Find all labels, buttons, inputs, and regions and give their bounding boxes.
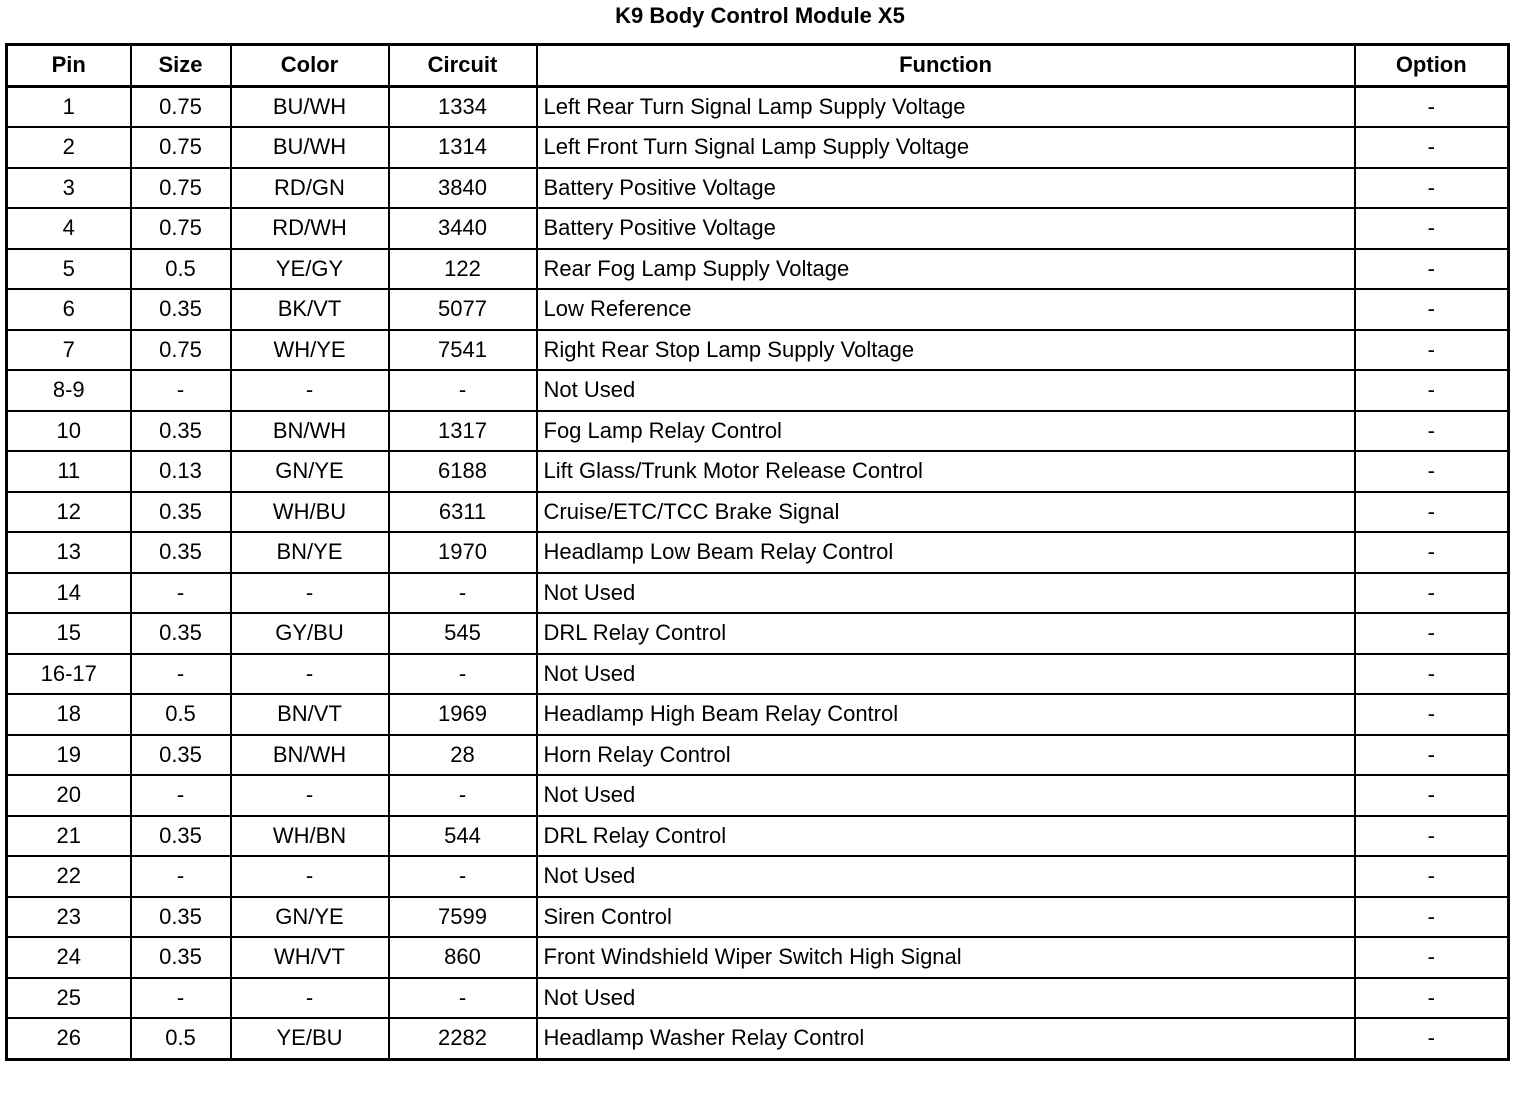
cell-option: - [1355, 937, 1509, 978]
cell-size: - [131, 370, 231, 411]
cell-color: YE/GY [231, 249, 389, 290]
cell-color: RD/GN [231, 168, 389, 209]
cell-color: BU/WH [231, 86, 389, 127]
table-row [7, 492, 1509, 533]
table-row [7, 249, 1509, 290]
cell-size: 0.5 [131, 249, 231, 290]
cell-size: - [131, 856, 231, 897]
cell-option: - [1355, 532, 1509, 573]
header-function: Function [537, 45, 1355, 87]
table-row [7, 1018, 1509, 1059]
connector-pinout-table [5, 43, 1510, 1061]
cell-function: Left Front Turn Signal Lamp Supply Voltage [537, 127, 1355, 168]
cell-function: Battery Positive Voltage [537, 208, 1355, 249]
table-row [7, 289, 1509, 330]
cell-color: GN/YE [231, 451, 389, 492]
header-circuit: Circuit [389, 45, 537, 87]
cell-function: Low Reference [537, 289, 1355, 330]
cell-function: Not Used [537, 573, 1355, 614]
header-row [7, 45, 1509, 87]
cell-pin: 12 [7, 492, 131, 533]
cell-option: - [1355, 1018, 1509, 1059]
cell-function: DRL Relay Control [537, 613, 1355, 654]
cell-function: Headlamp Washer Relay Control [537, 1018, 1355, 1059]
cell-color: WH/YE [231, 330, 389, 371]
cell-color: BN/VT [231, 694, 389, 735]
cell-option: - [1355, 249, 1509, 290]
cell-pin: 7 [7, 330, 131, 371]
table-row [7, 735, 1509, 776]
cell-circuit: 5077 [389, 289, 537, 330]
table-row [7, 937, 1509, 978]
cell-circuit: - [389, 775, 537, 816]
table-row [7, 775, 1509, 816]
table-row [7, 532, 1509, 573]
table-row [7, 451, 1509, 492]
cell-pin: 26 [7, 1018, 131, 1059]
cell-option: - [1355, 289, 1509, 330]
table-title: K9 Body Control Module X5 [615, 3, 905, 28]
cell-pin: 24 [7, 937, 131, 978]
cell-size: 0.75 [131, 168, 231, 209]
cell-circuit: - [389, 573, 537, 614]
cell-circuit: 1969 [389, 694, 537, 735]
cell-circuit: 7541 [389, 330, 537, 371]
cell-color: WH/BN [231, 816, 389, 857]
cell-circuit: 3440 [389, 208, 537, 249]
cell-pin: 15 [7, 613, 131, 654]
cell-circuit: - [389, 978, 537, 1019]
cell-circuit: 1334 [389, 86, 537, 127]
cell-color: - [231, 856, 389, 897]
cell-color: BN/YE [231, 532, 389, 573]
cell-circuit: 545 [389, 613, 537, 654]
table-row [7, 897, 1509, 938]
cell-size: 0.75 [131, 127, 231, 168]
cell-size: 0.5 [131, 1018, 231, 1059]
cell-color: - [231, 573, 389, 614]
cell-circuit: 6311 [389, 492, 537, 533]
cell-size: 0.75 [131, 208, 231, 249]
table-row [7, 370, 1509, 411]
cell-size: 0.75 [131, 330, 231, 371]
table-row [7, 613, 1509, 654]
cell-function: Front Windshield Wiper Switch High Signal [537, 937, 1355, 978]
cell-function: Left Rear Turn Signal Lamp Supply Voltage [537, 86, 1355, 127]
cell-pin: 18 [7, 694, 131, 735]
cell-size: 0.5 [131, 694, 231, 735]
cell-size: - [131, 775, 231, 816]
cell-function: Rear Fog Lamp Supply Voltage [537, 249, 1355, 290]
cell-pin: 13 [7, 532, 131, 573]
cell-size: 0.35 [131, 816, 231, 857]
cell-color: BK/VT [231, 289, 389, 330]
cell-circuit: 1314 [389, 127, 537, 168]
cell-size: 0.35 [131, 937, 231, 978]
cell-function: Horn Relay Control [537, 735, 1355, 776]
cell-option: - [1355, 492, 1509, 533]
cell-pin: 5 [7, 249, 131, 290]
cell-color: BU/WH [231, 127, 389, 168]
table-row [7, 127, 1509, 168]
cell-pin: 6 [7, 289, 131, 330]
cell-color: - [231, 654, 389, 695]
cell-function: Not Used [537, 370, 1355, 411]
cell-size: 0.75 [131, 86, 231, 127]
cell-pin: 1 [7, 86, 131, 127]
cell-function: Headlamp High Beam Relay Control [537, 694, 1355, 735]
cell-function: Fog Lamp Relay Control [537, 411, 1355, 452]
cell-pin: 20 [7, 775, 131, 816]
table-row [7, 330, 1509, 371]
cell-color: BN/WH [231, 411, 389, 452]
cell-option: - [1355, 613, 1509, 654]
cell-color: - [231, 370, 389, 411]
cell-option: - [1355, 411, 1509, 452]
cell-circuit: 1970 [389, 532, 537, 573]
cell-circuit: - [389, 370, 537, 411]
cell-option: - [1355, 370, 1509, 411]
table-row [7, 856, 1509, 897]
cell-size: 0.35 [131, 411, 231, 452]
cell-size: - [131, 654, 231, 695]
cell-color: - [231, 978, 389, 1019]
cell-option: - [1355, 735, 1509, 776]
header-option: Option [1355, 45, 1509, 87]
table-row [7, 411, 1509, 452]
table-row [7, 573, 1509, 614]
cell-pin: 11 [7, 451, 131, 492]
cell-pin: 10 [7, 411, 131, 452]
cell-option: - [1355, 573, 1509, 614]
cell-option: - [1355, 694, 1509, 735]
table-row [7, 978, 1509, 1019]
cell-size: 0.35 [131, 289, 231, 330]
cell-function: DRL Relay Control [537, 816, 1355, 857]
cell-circuit: 122 [389, 249, 537, 290]
cell-color: GN/YE [231, 897, 389, 938]
cell-circuit: - [389, 654, 537, 695]
cell-pin: 21 [7, 816, 131, 857]
cell-size: 0.35 [131, 735, 231, 776]
cell-function: Lift Glass/Trunk Motor Release Control [537, 451, 1355, 492]
cell-color: RD/WH [231, 208, 389, 249]
cell-pin: 4 [7, 208, 131, 249]
cell-pin: 3 [7, 168, 131, 209]
cell-pin: 25 [7, 978, 131, 1019]
cell-option: - [1355, 208, 1509, 249]
cell-color: WH/BU [231, 492, 389, 533]
cell-pin: 22 [7, 856, 131, 897]
cell-circuit: 6188 [389, 451, 537, 492]
table-row [7, 168, 1509, 209]
cell-circuit: 28 [389, 735, 537, 776]
cell-option: - [1355, 856, 1509, 897]
cell-function: Not Used [537, 654, 1355, 695]
cell-option: - [1355, 86, 1509, 127]
cell-pin: 16-17 [7, 654, 131, 695]
cell-circuit: 544 [389, 816, 537, 857]
cell-option: - [1355, 978, 1509, 1019]
cell-circuit: - [389, 856, 537, 897]
cell-option: - [1355, 330, 1509, 371]
cell-size: 0.35 [131, 613, 231, 654]
cell-option: - [1355, 775, 1509, 816]
pin-rows [7, 86, 1509, 1059]
cell-option: - [1355, 127, 1509, 168]
table-row [7, 694, 1509, 735]
cell-color: YE/BU [231, 1018, 389, 1059]
cell-color: GY/BU [231, 613, 389, 654]
cell-option: - [1355, 168, 1509, 209]
cell-size: 0.13 [131, 451, 231, 492]
table-row [7, 208, 1509, 249]
table-row [7, 654, 1509, 695]
cell-function: Battery Positive Voltage [537, 168, 1355, 209]
cell-function: Right Rear Stop Lamp Supply Voltage [537, 330, 1355, 371]
cell-pin: 14 [7, 573, 131, 614]
cell-circuit: 860 [389, 937, 537, 978]
cell-pin: 23 [7, 897, 131, 938]
cell-function: Not Used [537, 775, 1355, 816]
cell-size: - [131, 978, 231, 1019]
cell-option: - [1355, 816, 1509, 857]
header-color: Color [231, 45, 389, 87]
cell-color: BN/WH [231, 735, 389, 776]
table-row [7, 86, 1509, 127]
cell-circuit: 7599 [389, 897, 537, 938]
cell-circuit: 3840 [389, 168, 537, 209]
cell-function: Not Used [537, 978, 1355, 1019]
header-size: Size [131, 45, 231, 87]
cell-pin: 8-9 [7, 370, 131, 411]
table-row [7, 816, 1509, 857]
cell-function: Siren Control [537, 897, 1355, 938]
cell-color: WH/VT [231, 937, 389, 978]
cell-size: 0.35 [131, 532, 231, 573]
cell-pin: 19 [7, 735, 131, 776]
cell-option: - [1355, 897, 1509, 938]
cell-size: 0.35 [131, 897, 231, 938]
cell-color: - [231, 775, 389, 816]
cell-function: Cruise/ETC/TCC Brake Signal [537, 492, 1355, 533]
cell-circuit: 2282 [389, 1018, 537, 1059]
cell-function: Headlamp Low Beam Relay Control [537, 532, 1355, 573]
cell-circuit: 1317 [389, 411, 537, 452]
cell-option: - [1355, 451, 1509, 492]
cell-function: Not Used [537, 856, 1355, 897]
cell-pin: 2 [7, 127, 131, 168]
header-pin: Pin [7, 45, 131, 87]
cell-size: - [131, 573, 231, 614]
cell-option: - [1355, 654, 1509, 695]
cell-size: 0.35 [131, 492, 231, 533]
